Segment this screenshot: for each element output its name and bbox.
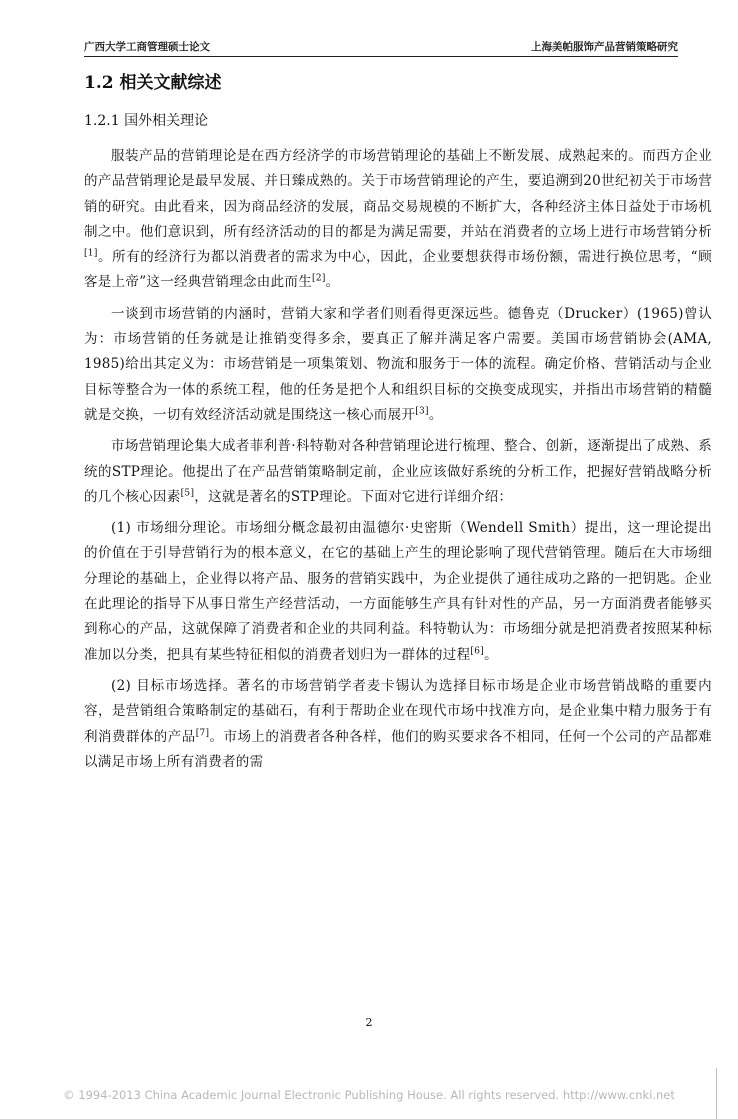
running-header xyxy=(84,36,678,57)
citation: [1] xyxy=(84,248,98,259)
subsection-title: 1.2.1 国外相关理论 xyxy=(84,113,209,129)
paragraph-text-tail: 。市场上的消费者各种各样，他们的购买要求各不相同，任何一个公司的产品都难以满足市场上所有消费者的需 xyxy=(84,728,712,770)
paragraph-3 xyxy=(84,434,712,510)
page-number: 2 xyxy=(365,1016,373,1029)
paragraph-2 xyxy=(84,302,712,428)
paragraph-1 xyxy=(84,144,712,296)
citation: [6] xyxy=(470,646,485,657)
citation: [3] xyxy=(415,406,429,417)
copyright-footer: © 1994-2013 China Academic Journal Electronic Publishing House. All rights reserved. http://www.cnki.net xyxy=(63,1088,675,1102)
paragraph-text-tail: 。 xyxy=(325,274,340,291)
paragraph-text-tail: 。所有的经济行为都以消费者的需求为中心，因此，企业要想获得市场份额，需进行换位思考，“顾客是上帝”这一经典营销理念由此而生 xyxy=(84,249,712,291)
body-content xyxy=(84,70,712,775)
paragraph-5 xyxy=(84,674,712,775)
paragraph-4 xyxy=(84,516,712,668)
paragraph-text: (2) 目标市场选择。著名的市场营销学者麦卡锡认为选择目标市场是企业市场营销战略的重要内容，是营销组合策略制定的基础石，有利于帮助企业在现代市场中找准方向，是企业集中精力服务于有利消费群体的产品 xyxy=(84,677,712,745)
paragraph-text-tail: ，这就是著名的STP理论。下面对它进行详细介绍： xyxy=(194,488,513,505)
header-right-text: 上海美帕服饰产品营销策略研究 xyxy=(531,41,678,53)
paragraph-text-tail: 。 xyxy=(428,406,443,423)
paragraph-text: (1) 市场细分理论。市场细分概念最初由温德尔·史密斯（Wendell Smith）提出，这一理论提出的价值在于引导营销行为的根本意义，在它的基础上产生的理论影响了现代营销管理。随后在大市场细分理论的基础上，企业得以将产品、服务的营销实践中，为企业提供了通往成功之路的一把钥匙。企业在此理论的指导下从事日常生产经营活动，一方面能够生产具有针对性的产品，另一方面消费者能够买到称心的产品，这就保障了消费者和企业的共同利益。科特勒认为：市场细分就是把消费者按照某种标准加以分类，把具有某些特征相似的消费者划归为一群体的过程 xyxy=(84,520,712,663)
citation: [2] xyxy=(312,273,326,284)
citation: [5] xyxy=(180,488,195,499)
citation: [7] xyxy=(195,728,210,739)
paragraph-text: 服装产品的营销理论是在西方经济学的市场营销理论的基础上不断发展、成熟起来的。而西方企业的产品营销理论是最早发展、并日臻成熟的。关于市场营销理论的产生，要追溯到20世纪初关于市场营销的研究。由此看来，因为商品经济的发展，商品交易规模的不断扩大，各种经济主体日益处于市场机制之中。他们意识到，所有经济活动的目的都是为满足需要，并站在消费者的立场上进行市场营销分析 xyxy=(84,148,712,240)
paragraph-text: 一谈到市场营销的内涵时，营销大家和学者们则看得更深远些。德鲁克（Drucker）(1965)曾认为：市场营销的任务就是让推销变得多余，要真正了解并满足客户需要。美国市场营销协会(AMA, 1985)给出其定义为：市场营销是一项集策划、物流和服务于一体的流程。确定价格、营销活动与企业目标等整合为一体的系统工程，他的任务是把个人和组织目标的交换变成现实，并指出市场营销的精髓就是交换，一切有效经济活动就是围绕这一核心而展开 xyxy=(84,305,712,423)
header-left-text: 广西大学工商管理硕士论文 xyxy=(84,41,210,53)
paragraph-text: 市场营销理论集大成者菲利普·科特勒对各种营销理论进行梳理、整合、创新，逐渐提出了成熟、系统的STP理论。他提出了在产品营销策略制定前，企业应该做好系统的分析工作，把握好营销战略分析的几个核心因素 xyxy=(84,438,712,505)
section-title: 1.2 相关文献综述 xyxy=(84,73,222,93)
paragraph-text-tail: 。 xyxy=(484,646,498,663)
